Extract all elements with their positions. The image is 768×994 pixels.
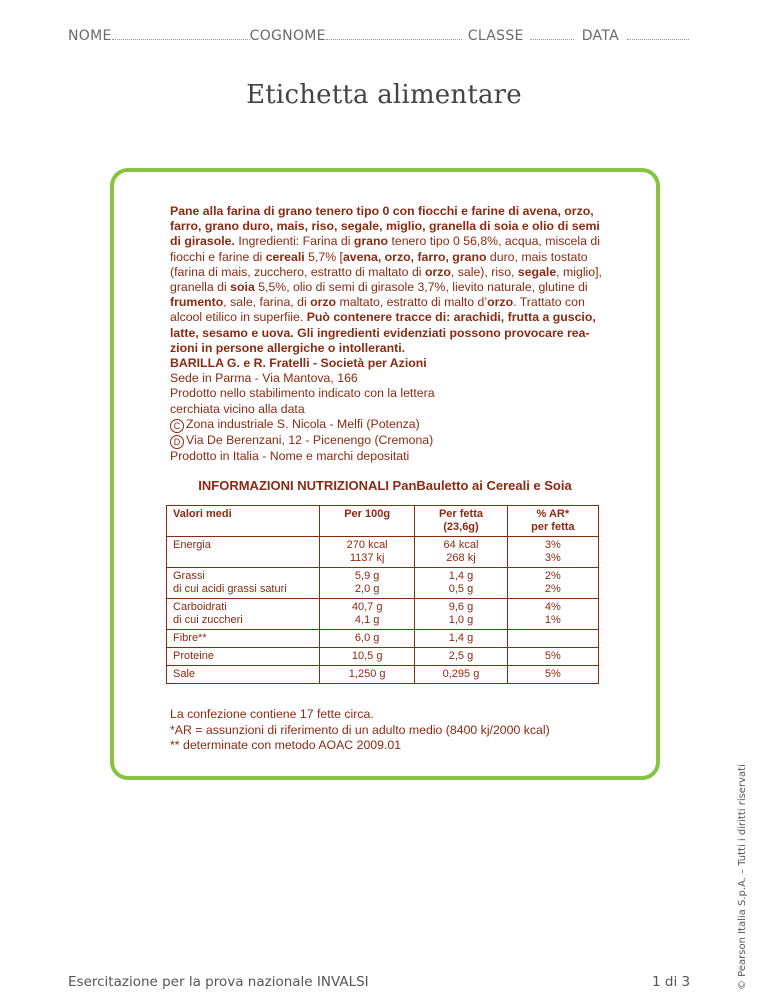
footnote-line: *AR = assunzioni di riferimento di un adulto medio (8400 kj/2000 kcal) (170, 722, 550, 737)
nutrient-value: 2,5 g (415, 648, 507, 666)
ingredients-run: (farina di mais, zucchero, estratto di maltato di (170, 264, 425, 279)
nutrient-name: Fibre** (167, 630, 320, 648)
ingredients-run: Pane alla farina di grano tenero tipo 0 con fiocchi e farine di avena, orzo, (170, 204, 594, 218)
ingredients-run: orzo (310, 295, 337, 310)
footer-exercise-label: Esercitazione per la prova nazionale INVALSI (68, 974, 369, 990)
ingredients-run: alcool etilico in superfiie. (170, 310, 307, 325)
page-title: Etichetta alimentare (246, 80, 522, 110)
column-header: % AR* per fetta (507, 506, 598, 537)
ingredients-run: di girasole. (170, 234, 235, 249)
student-info-header (68, 22, 698, 44)
footnotes (170, 707, 610, 754)
ingredients-line (170, 265, 602, 280)
table-row (167, 568, 599, 599)
cognome-field[interactable] (250, 28, 462, 44)
ingredients-run: , sale), riso, (450, 264, 518, 279)
ingredients-line (170, 341, 602, 356)
ingredients-run: Via De Berenzani, 12 - Picenengo (Cremona) (186, 432, 434, 447)
nutrition-table-header (167, 506, 599, 537)
nome-label: NOME (68, 28, 112, 44)
ingredients-run: Prodotto in Italia - Nome e marchi depositati (170, 448, 410, 463)
ingredients-run: granella di (170, 280, 231, 295)
nutrition-table (166, 505, 599, 684)
ingredients-run: maltato, estratto di malto d’ (336, 295, 488, 310)
page-number: 1 di 3 (652, 974, 691, 990)
ingredients-run: cereali (265, 249, 305, 264)
nutrient-value: 270 kcal 1137 kj (320, 537, 415, 568)
nutrient-name: Carboidrati di cui zuccheri (167, 599, 320, 630)
nutrient-value: 5% (507, 648, 598, 666)
nutrient-value: 10,5 g (320, 648, 415, 666)
ingredients-run: , miglio], (556, 264, 602, 279)
nutrient-value: 5% (507, 666, 598, 684)
nutrient-value: 40,7 g 4,1 g (320, 599, 415, 630)
ingredients-run: Sede in Parma - Via Mantova, 166 (170, 371, 358, 386)
ingredients-run: Ingredienti: Farina di (234, 234, 354, 249)
ingredients-line (170, 204, 602, 219)
ingredients-run: 5,5%, olio di semi di girasole 3,7%, lievito naturale, glutine di (254, 280, 588, 295)
ingredients-text (170, 204, 602, 464)
column-header: Valori medi (167, 506, 320, 537)
circled-letter-c: C (170, 419, 184, 433)
ingredients-run: 5,7% [ (304, 249, 343, 264)
ingredients-line (170, 417, 602, 433)
nutrient-value (507, 630, 598, 648)
table-row (167, 630, 599, 648)
ingredients-line (170, 449, 602, 464)
classe-label: CLASSE (467, 28, 524, 44)
ingredients-line (170, 386, 602, 401)
nutrient-value: 2% 2% (507, 568, 598, 599)
nutrient-name: Grassi di cui acidi grassi saturi (167, 568, 320, 599)
nutrient-value: 1,4 g 0,5 g (415, 568, 507, 599)
footnote-line: La confezione contiene 17 fette circa. (170, 707, 374, 721)
ingredients-run: BARILLA G. e R. Fratelli - Società per Azioni (170, 356, 427, 371)
nutrient-name: Proteine (167, 648, 320, 666)
nutrient-name: Energia (167, 537, 320, 568)
ingredients-line (170, 433, 602, 449)
ingredients-run: Zona industriale S. Nicola - Melfi (Potenza) (186, 416, 420, 431)
nome-field[interactable] (68, 28, 250, 44)
ingredients-run: Può contenere tracce di: arachidi, frutta a guscio, (306, 310, 596, 325)
ingredients-run: farro, grano duro, mais, riso, segale, miglio, granella di soia e olio di semi (170, 219, 600, 234)
ingredients-run: . Trattato con (513, 295, 585, 310)
ingredients-line (170, 310, 602, 325)
ingredients-run: tenero tipo 0 56,8%, acqua, miscela di (388, 234, 600, 249)
ingredients-run: segale (517, 264, 557, 279)
ingredients-line (170, 402, 602, 417)
ingredients-run: orzo (424, 264, 451, 279)
ingredients-run: frumento (170, 295, 224, 310)
nutrient-value: 5,9 g 2,0 g (320, 568, 415, 599)
table-row (167, 537, 599, 568)
ingredients-run: latte, sesamo e uova. Gli ingredienti evidenziati possono provocare rea- (170, 325, 590, 340)
circled-letter-d: D (170, 435, 184, 449)
classe-field[interactable] (468, 28, 574, 44)
table-row (167, 666, 599, 684)
data-label: DATA (581, 28, 619, 44)
ingredients-line (170, 280, 602, 295)
ingredients-run: , sale, farina, di (223, 295, 311, 310)
table-row (167, 599, 599, 630)
ingredients-line (170, 234, 602, 249)
ingredients-line (170, 326, 602, 341)
ingredients-line (170, 250, 602, 265)
nutrient-value: 3% 3% (507, 537, 598, 568)
nutrient-value: 64 kcal 268 kj (415, 537, 507, 568)
ingredients-line (170, 219, 602, 234)
nutrient-value: 9,6 g 1,0 g (415, 599, 507, 630)
ingredients-run: grano (353, 234, 389, 249)
nutrient-name: Sale (167, 666, 320, 684)
column-header: Per 100g (320, 506, 415, 537)
nutrient-value: 4% 1% (507, 599, 598, 630)
nutrition-title: INFORMAZIONI NUTRIZIONALI PanBauletto ai Cereali e Soia (198, 478, 572, 493)
footnote-line: ** determinate con metodo AOAC 2009.01 (170, 738, 402, 752)
ingredients-run: avena, orzo, farro, grano (342, 249, 487, 264)
ingredients-run: duro, mais tostato (486, 249, 588, 264)
copyright-notice: © Pearson Italia S.p.A. – Tutti i diritti riservati (737, 764, 748, 990)
nutrient-value: 1,4 g (415, 630, 507, 648)
ingredients-run: fiocchi e farine di (170, 249, 266, 264)
ingredients-line (170, 356, 602, 371)
nutrient-value: 1,250 g (320, 666, 415, 684)
ingredients-run: soia (230, 280, 255, 295)
ingredients-line (170, 371, 602, 386)
data-field[interactable] (582, 28, 689, 44)
ingredients-run: Prodotto nello stabilimento indicato con la lettera (170, 386, 435, 401)
table-row (167, 648, 599, 666)
column-header: Per fetta (23,6g) (415, 506, 507, 537)
ingredients-run: cerchiata vicino alla data (170, 401, 305, 416)
ingredients-run: zioni in persone allergiche o intolleranti. (170, 340, 406, 355)
ingredients-run: orzo (487, 295, 514, 310)
nutrient-value: 0,295 g (415, 666, 507, 684)
nutrient-value: 6,0 g (320, 630, 415, 648)
ingredients-line (170, 295, 602, 310)
cognome-label: COGNOME (249, 28, 326, 44)
